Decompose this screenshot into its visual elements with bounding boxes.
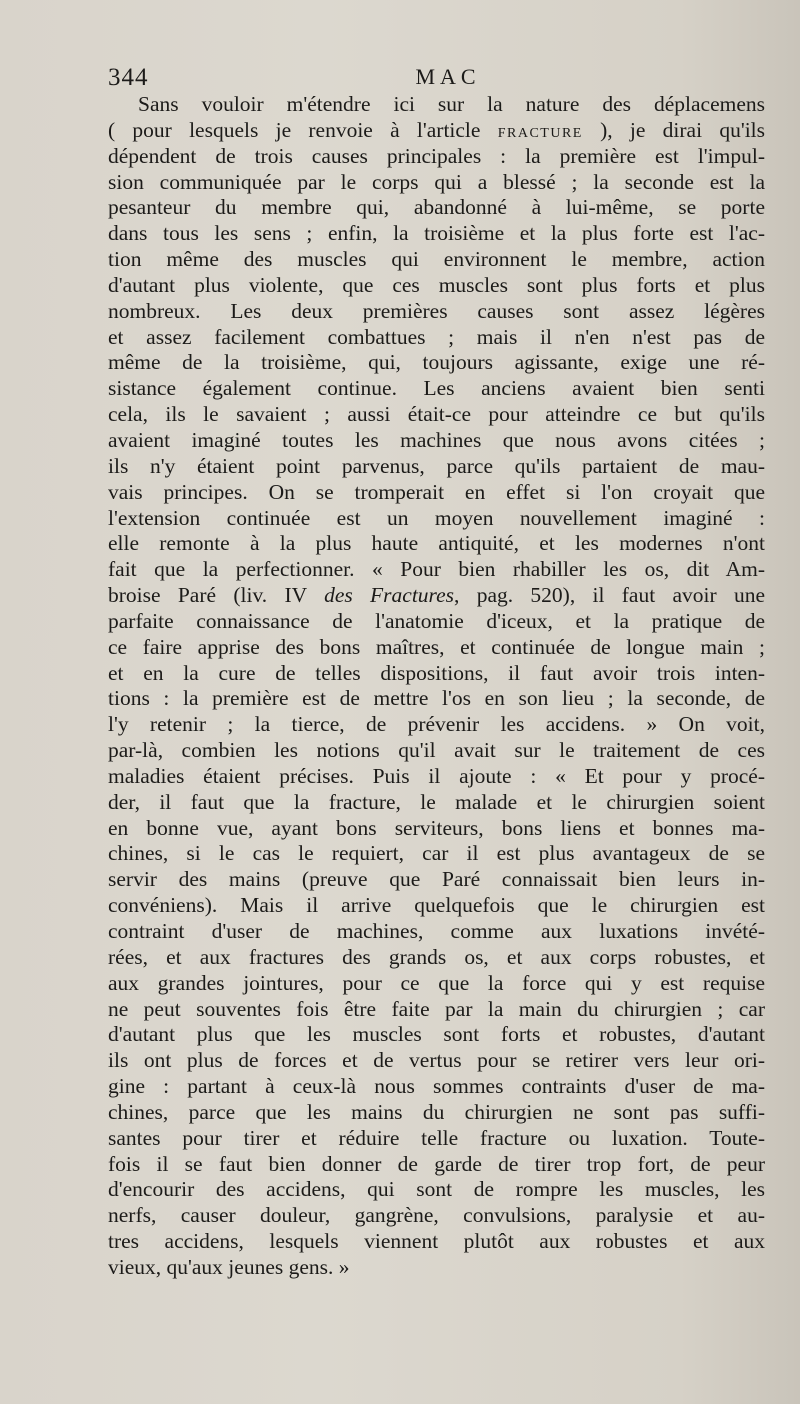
text-line: par-là, combien les notions qu'il avait sur le traitement de ces xyxy=(108,738,765,763)
text-line: nerfs, causer douleur, gangrène, convulsions, paralysie et au- xyxy=(108,1203,765,1228)
running-head: MAC xyxy=(415,64,481,89)
text-line: ils ont plus de forces et de vertus pour se retirer vers leur ori- xyxy=(108,1048,765,1073)
text-line: d'autant plus que les muscles sont forts et robustes, d'autant xyxy=(108,1022,765,1047)
text-line: broise Paré (liv. IV des Fractures, pag. 520), il faut avoir une xyxy=(108,583,765,608)
text-line: parfaite connaissance de l'anatomie d'iceux, et la pratique de xyxy=(108,608,765,633)
text-line: vieux, qu'aux jeunes gens. » xyxy=(108,1254,350,1279)
text-line: nombreux. Les deux premières causes sont assez légères xyxy=(108,298,765,323)
text-line: l'y retenir ; la tierce, de prévenir les accidens. » On voit, xyxy=(108,712,765,737)
text-line: et assez facilement combattues ; mais il n'en n'est pas de xyxy=(108,324,765,349)
text-line: sion communiquée par le corps qui a blessé ; la seconde est la xyxy=(108,169,765,194)
text-line: tres accidens, lesquels viennent plutôt aux robustes et aux xyxy=(108,1229,765,1254)
text-line: même de la troisième, qui, toujours agissante, exige une ré- xyxy=(108,350,765,375)
text-line: vais principes. On se tromperait en effet si l'on croyait que xyxy=(108,479,765,504)
small-caps-term: FRACTURE xyxy=(497,125,583,141)
text-line: gine : partant à ceux-là nous sommes contraints d'user de ma- xyxy=(108,1074,765,1099)
page-header xyxy=(108,64,768,94)
text-line: convéniens). Mais il arrive quelquefois que le chirurgien est xyxy=(108,893,765,918)
text-line: tions : la première est de mettre l'os en son lieu ; la seconde, de xyxy=(108,686,765,711)
text-line: en bonne vue, ayant bons serviteurs, bons liens et bonnes ma- xyxy=(108,815,765,840)
text-line: Sans vouloir m'étendre ici sur la nature des déplacemens xyxy=(138,92,765,116)
text-line: santes pour tirer et réduire telle fracture ou luxation. Toute- xyxy=(108,1125,765,1150)
text-line: chines, parce que les mains du chirurgien ne sont pas suffi- xyxy=(108,1099,765,1124)
text-line: elle remonte à la plus haute antiquité, et les modernes n'ont xyxy=(108,531,765,556)
text-line: chines, si le cas le requiert, car il est plus avantageux de se xyxy=(108,841,765,866)
text-line: sistance également continue. Les anciens avaient bien senti xyxy=(108,376,765,401)
text-line: fois il se faut bien donner de garde de tirer trop fort, de peur xyxy=(108,1151,765,1176)
text-line: pesanteur du membre qui, abandonné à lui-même, se porte xyxy=(108,195,765,220)
text-line: et en la cure de telles dispositions, il faut avoir trois inten- xyxy=(108,660,765,685)
text-line: cela, ils le savaient ; aussi était-ce pour atteindre ce but qu'ils xyxy=(108,402,765,427)
text-line: servir des mains (preuve que Paré connaissait bien leurs in- xyxy=(108,867,765,892)
text-line: d'encourir des accidens, qui sont de rompre les muscles, les xyxy=(108,1177,765,1202)
body-text xyxy=(108,92,765,1281)
text-line: dans tous les sens ; enfin, la troisième et la plus forte est l'ac- xyxy=(108,221,765,246)
text-line: d'autant plus violente, que ces muscles sont plus forts et plus xyxy=(108,272,765,297)
text-line: ( pour lesquels je renvoie à l'article FRACTURE ), je dirai qu'ils xyxy=(108,117,766,142)
page-number: 344 xyxy=(108,64,149,91)
text-line: ce faire apprise des bons maîtres, et continuée de longue main ; xyxy=(108,634,765,659)
text-line: maladies étaient précises. Puis il ajoute : « Et pour y procé- xyxy=(108,763,765,788)
text-line: rées, et aux fractures des grands os, et aux corps robustes, et xyxy=(108,944,765,969)
italic-title: des Fractures xyxy=(324,583,455,608)
text-line: dépendent de trois causes principales : la première est l'impul- xyxy=(108,143,765,168)
text-line: contraint d'user de machines, comme aux luxations invété- xyxy=(108,919,765,943)
text-line: ne peut souventes fois être faite par la main du chirurgien ; car xyxy=(108,996,765,1021)
text-line: der, il faut que la fracture, le malade et le chirurgien soient xyxy=(108,789,765,814)
text-line: ils n'y étaient point parvenus, parce qu'ils partaient de mau- xyxy=(108,453,765,478)
text-line: l'extension continuée est un moyen nouvellement imaginé : xyxy=(108,505,765,530)
text-line: aux grandes jointures, pour ce que la force qui y est requise xyxy=(108,970,765,995)
text-line: tion même des muscles qui environnent le membre, action xyxy=(108,247,765,272)
text-line: avaient imaginé toutes les machines que nous avons citées ; xyxy=(108,427,765,452)
text-line: fait que la perfectionner. « Pour bien rhabiller les os, dit Am- xyxy=(108,557,765,582)
